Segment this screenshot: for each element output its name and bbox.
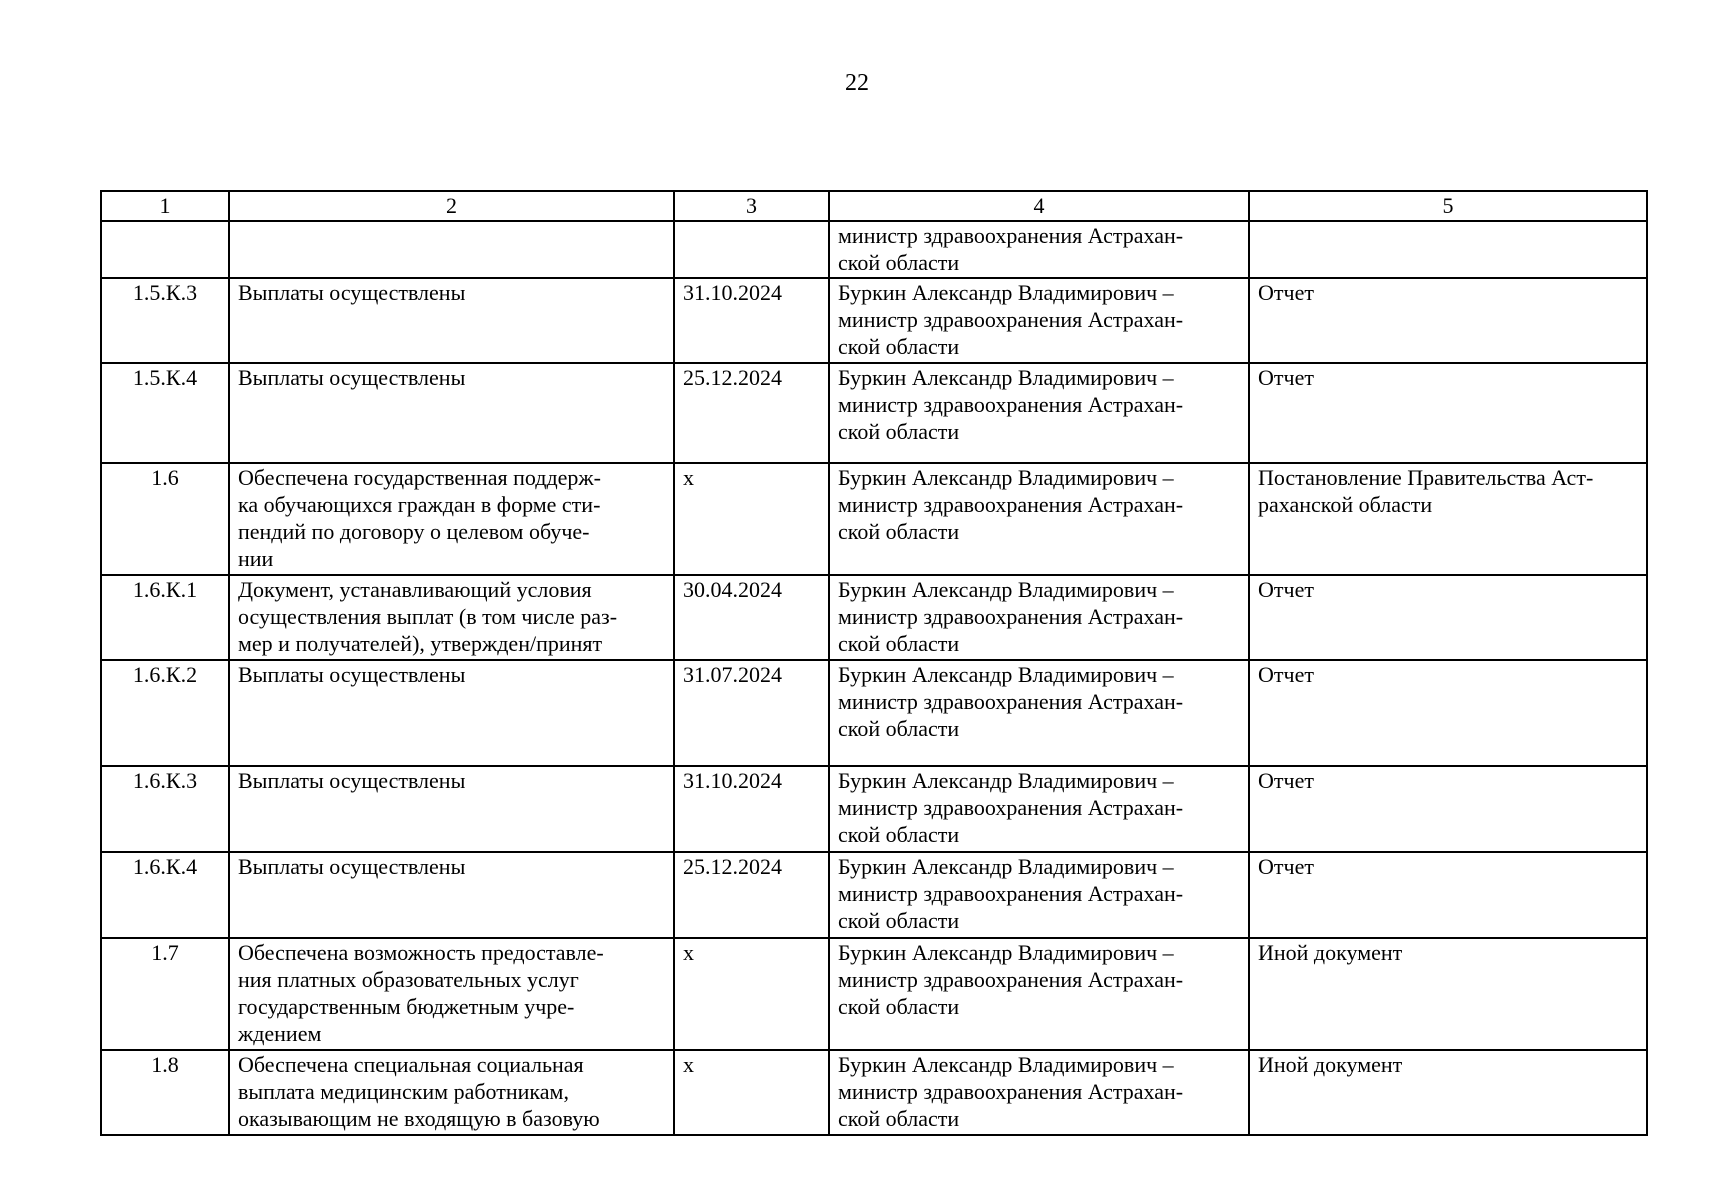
- responsible-cell: министр здравоохранения Астрахан- ской области: [829, 221, 1249, 278]
- document-cell: Иной документ: [1249, 938, 1647, 1050]
- table-row: [101, 766, 1647, 852]
- responsible-cell: Буркин Александр Владимирович – министр здравоохранения Астрахан- ской области: [829, 463, 1249, 575]
- event-cell: Обеспечена возможность предоставле- ния платных образовательных услуг государственным бюджетным учре- ждением: [229, 938, 674, 1050]
- row-number: 1.5.К.4: [101, 363, 229, 463]
- date-cell: 31.10.2024: [674, 278, 829, 363]
- responsible-cell: Буркин Александр Владимирович – министр здравоохранения Астрахан- ской области: [829, 575, 1249, 660]
- page-number: 22: [845, 70, 869, 96]
- table-row: [101, 1050, 1647, 1135]
- column-number: 2: [229, 191, 674, 221]
- document-cell: Отчет: [1249, 278, 1647, 363]
- date-cell: 31.07.2024: [674, 660, 829, 766]
- document-cell: Отчет: [1249, 766, 1647, 852]
- event-cell: Выплаты осуществлены: [229, 660, 674, 766]
- date-cell: 25.12.2024: [674, 852, 829, 938]
- column-number: 3: [674, 191, 829, 221]
- row-number: [101, 221, 229, 278]
- responsible-cell: Буркин Александр Владимирович – министр здравоохранения Астрахан- ской области: [829, 766, 1249, 852]
- responsible-cell: Буркин Александр Владимирович – министр здравоохранения Астрахан- ской области: [829, 363, 1249, 463]
- responsible-cell: Буркин Александр Владимирович – министр здравоохранения Астрахан- ской области: [829, 852, 1249, 938]
- column-number: 1: [101, 191, 229, 221]
- document-cell: Отчет: [1249, 575, 1647, 660]
- date-cell: x: [674, 1050, 829, 1135]
- date-cell: 25.12.2024: [674, 363, 829, 463]
- date-cell: x: [674, 938, 829, 1050]
- table-row: [101, 852, 1647, 938]
- row-number: 1.6.К.1: [101, 575, 229, 660]
- responsible-cell: Буркин Александр Владимирович – министр здравоохранения Астрахан- ской области: [829, 938, 1249, 1050]
- table-row: [101, 363, 1647, 463]
- plan-table: [100, 190, 1648, 1136]
- table-row: [101, 278, 1647, 363]
- date-cell: [674, 221, 829, 278]
- event-cell: Документ, устанавливающий условия осуществления выплат (в том числе раз- мер и получателей), утвержден/принят: [229, 575, 674, 660]
- event-cell: Выплаты осуществлены: [229, 766, 674, 852]
- table-row: [101, 660, 1647, 766]
- responsible-cell: Буркин Александр Владимирович – министр здравоохранения Астрахан- ской области: [829, 1050, 1249, 1135]
- responsible-cell: Буркин Александр Владимирович – министр здравоохранения Астрахан- ской области: [829, 278, 1249, 363]
- event-cell: Выплаты осуществлены: [229, 363, 674, 463]
- document-cell: Постановление Правительства Аст- раханской области: [1249, 463, 1647, 575]
- column-number-row: [101, 191, 1647, 221]
- table-row: [101, 221, 1647, 278]
- table-row: [101, 575, 1647, 660]
- date-cell: 31.10.2024: [674, 766, 829, 852]
- column-number: 4: [829, 191, 1249, 221]
- date-cell: 30.04.2024: [674, 575, 829, 660]
- event-cell: Обеспечена специальная социальная выплата медицинским работникам, оказывающим не входящую в базовую: [229, 1050, 674, 1135]
- document-cell: Иной документ: [1249, 1050, 1647, 1135]
- row-number: 1.7: [101, 938, 229, 1050]
- document-cell: [1249, 221, 1647, 278]
- row-number: 1.6.К.3: [101, 766, 229, 852]
- document-cell: Отчет: [1249, 363, 1647, 463]
- row-number: 1.6.К.2: [101, 660, 229, 766]
- table-row: [101, 463, 1647, 575]
- row-number: 1.5.К.3: [101, 278, 229, 363]
- date-cell: x: [674, 463, 829, 575]
- document-cell: Отчет: [1249, 660, 1647, 766]
- responsible-cell: Буркин Александр Владимирович – министр здравоохранения Астрахан- ской области: [829, 660, 1249, 766]
- event-cell: [229, 221, 674, 278]
- event-cell: Выплаты осуществлены: [229, 852, 674, 938]
- event-cell: Выплаты осуществлены: [229, 278, 674, 363]
- row-number: 1.6.К.4: [101, 852, 229, 938]
- event-cell: Обеспечена государственная поддерж- ка обучающихся граждан в форме сти- пендий по договору о целевом обуче- нии: [229, 463, 674, 575]
- document-cell: Отчет: [1249, 852, 1647, 938]
- row-number: 1.8: [101, 1050, 229, 1135]
- column-number: 5: [1249, 191, 1647, 221]
- row-number: 1.6: [101, 463, 229, 575]
- table-row: [101, 938, 1647, 1050]
